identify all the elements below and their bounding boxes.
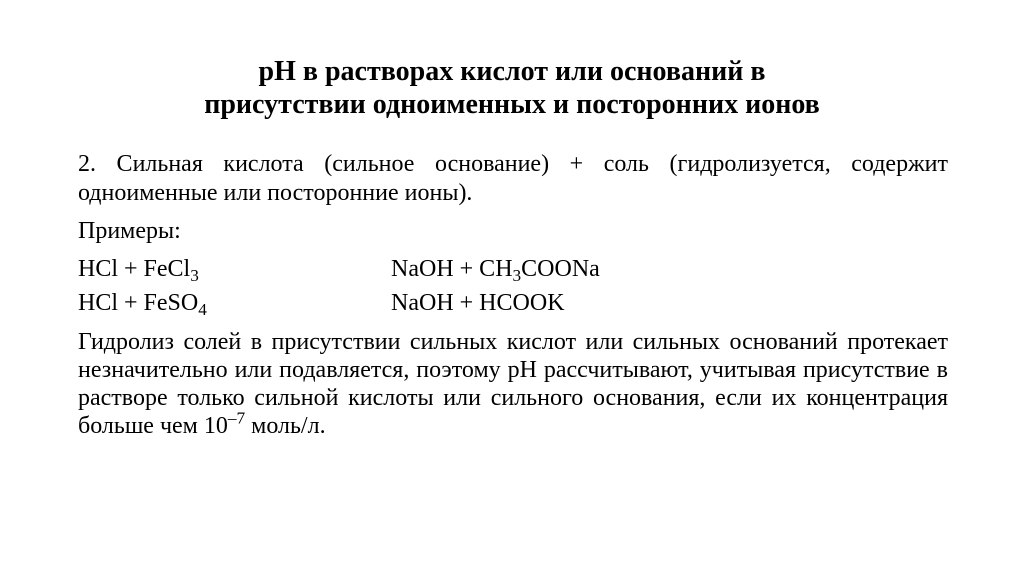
point-paragraph: 2. Сильная кислота (сильное основание) + соль (гидролизуется, содержит одноименные или посторонние ионы). [78,151,948,206]
example-base-formula: NaOH + $CH_3COONa$ [391,256,600,286]
slide-title [40,55,984,121]
example-base-formula: NaOH + HCOOK [391,290,565,316]
example-acid-formula: HCl + FeSO$_4$ [78,290,207,320]
conclusion-paragraph: Гидролиз солей в присутствии сильных кислот или сильных оснований протекает незначительно или подавляется, поэтому рН рассчитывают, учитывая присутствие в растворе только сильной кислоты или сильного основания, если их концентрация больше чем $10^{-7}$ моль/л. [78,329,948,439]
example-row-2 [78,288,948,322]
example-acid-formula: HCl + FeCl$_3$ [78,256,199,286]
title-line-1: рН в растворах кислот или оснований в [258,56,766,87]
example-row-1 [78,254,948,288]
slide-content [78,150,948,440]
title-line-2: присутствии одноименных и посторонних ионов [204,89,820,120]
examples-label: Примеры: [78,218,181,244]
